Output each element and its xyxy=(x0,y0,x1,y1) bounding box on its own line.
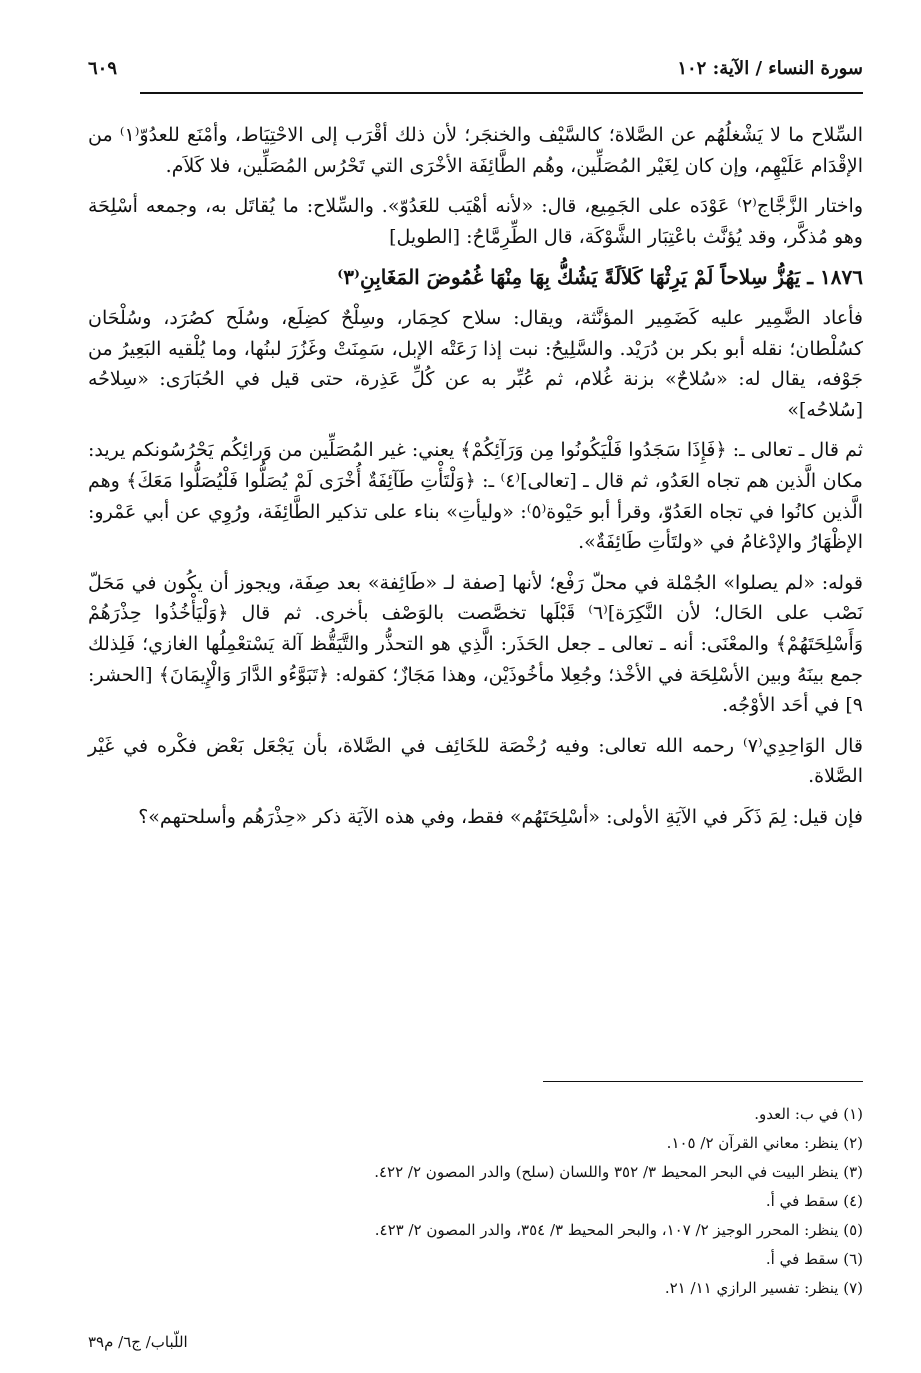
paragraph: فإن قيل: لِمَ ذَكَر في الآيَةِ الأولى: «أسْلِحَتَهُم» فقط، وفي هذه الآيَة ذكر «حِذْرَهُم وأسلحتهم»؟ xyxy=(138,805,863,828)
poetry-verse: ١٨٧٦ ـ يَهُزُّ سِلاحاً لَمْ يَرِثْهَا كَلاَلَةً يَشُكُّ بِهَا مِنْهَا غُمُوضَ المَغَابِنِ⁽٣⁾ xyxy=(337,265,863,290)
paragraph: واختار الزَّجَّاج⁽٢⁾ عَوْدَه على الجَمِيع، قال: «لأنه أهْيَب للعَدُوّ». والسِّلاح: ما يُقاتَل به، وجمعه أسْلِحَة وهو مُذكَّر، وقد يُؤنَّث باعْتِبَار الشَّوْكَة، قال الطِّرِمَّاحُ: [الطويل] xyxy=(88,195,863,248)
paragraph: السِّلاح ما لا يَشْغلُهُم عن الصَّلاة؛ كالسَّيْف والخنجَر؛ لأن ذلك أقْرَب إلى الاحْتِيَاط، وأمْنَع للعدُوّ⁽١⁾ من الإقْدَام عَلَيْهِم، وإن كان لِغَيْر المُصَلِّين، وهُم الطَّائِفَة الأخْرَى التي تَحْرُس المُصَلِّين، فلا كَلاَم. xyxy=(88,124,863,177)
paragraph: قوله: «لم يصلوا» الجُمْلة في محلّ رَفْع؛ لأنها [صفة لـ «طَائِفة» بعد صِفَة، ويجوز أن يكُون في مَحَلّ نَصْب على الحَال؛ لأن النَّكِرَة]⁽٦⁾ قَبْلَها تخصَّصت بالوَصْف بأخرى. ثم قال ﴿وَلْيَأْخُذُوا حِذْرَهُمْ وَأَسْلِحَتَهُمْ﴾ والمعْنَى: أنه ـ تعالى ـ جعل الحَذَر: الَّذِي هو التحذُّر والتَّيَقُّظ آلة يَسْتعْمِلُها الغازي؛ فَلِذلك جمع بينَهُ وبين الأسْلِحَة في الأخْذ؛ وجُعِلا مأخُوذَيْن، وهذا مَجَازٌ؛ كقوله: ﴿تَبَوَّءُو الدَّارَ وَالْإِيمَانَ﴾ [الحشر: ٩] في أحَد الأوْجُه. xyxy=(88,571,863,717)
footnote: (٦) سقط في أ. xyxy=(765,1250,863,1268)
page-header xyxy=(88,58,863,88)
paragraph: ثم قال ـ تعالى ـ: ﴿فَإِذَا سَجَدُوا فَلْيَكُونُوا مِن وَرَآئِكُمْ﴾ يعني: غير المُصَلِّين من وَرائِكُم يَحْرُسُونكم يريد: مكان الَّذين هم تجاه العَدُو، ثم قال ـ [تعالى]⁽٤⁾ ـ: ﴿وَلْتَأْتِ طَآئِفَةٌ أُخْرَى لَمْ يُصَلُّوا فَلْيُصَلُّوا مَعَكَ﴾ وهم الَّذين كانُوا في تجاه العَدُوّ، وقرأ أبو حَيْوة⁽٥⁾: «وليأتِ» بناء على تذكير الطَّائِفَة، ورُوِي عن أبي عَمْرو: الإظْهَارُ والإدْغامُ في «ولتَأتِ طَائِفَةٌ». xyxy=(88,439,863,554)
main-text xyxy=(88,120,863,842)
header-rule xyxy=(140,92,863,94)
footnote-rule xyxy=(543,1081,863,1082)
footnote: (٢) ينظر: معاني القرآن ٢/ ١٠٥. xyxy=(666,1134,863,1152)
paragraph: فأعاد الضَّمِير عليه كَضَمِير المؤنَّثة، ويقال: سلاح كحِمَار، وسِلْحٌ كضِلَع، وسُلَح كصُرَد، وسُلْحَان كسُلْطان؛ نقله أبو بكر بن دُرَيْد. والسَّلِيحُ: نبت إذا رَعَتْه الإبل، سَمِنَتْ وغَزُرَ لبنُها، وما يُلْقيه البَعِيرُ من جَوْفه، يقال له: «سُلاحٌ» بزنة غُلام، ثم عُبِّر به عن كُلِّ عَذِرة، حتى قيل في الحُبَارَى: «سِلاحُه [سُلاحُه]» xyxy=(88,306,863,421)
page-number: ٦٠٩ xyxy=(88,58,118,79)
paragraph: قال الوَاحِدِي⁽٧⁾ رحمه الله تعالى: وفيه رُخْصَة للخَائِف في الصَّلاة، بأن يَجْعَل بَعْض فكْره في غَيْر الصَّلاة. xyxy=(88,734,863,788)
running-title: سورة النساء / الآية: ١٠٢ xyxy=(677,58,863,79)
footnote: (٤) سقط في أ. xyxy=(765,1192,863,1210)
footnote: (٧) ينظر: تفسير الرازي ١١/ ٢١. xyxy=(664,1279,863,1297)
signature-mark: اللّباب/ ج٦/ م٣٩ xyxy=(88,1333,188,1351)
footnote: (١) في ب: العدو. xyxy=(754,1105,863,1123)
document-page xyxy=(88,50,863,1350)
footnotes xyxy=(88,1100,863,1303)
footnote: (٥) ينظر: المحرر الوجيز ٢/ ١٠٧، والبحر المحيط ٣/ ٣٥٤، والدر المصون ٢/ ٤٢٣. xyxy=(374,1221,863,1239)
footnote: (٣) ينظر البيت في البحر المحيط ٣/ ٣٥٢ واللسان (سلح) والدر المصون ٢/ ٤٢٢. xyxy=(374,1163,863,1181)
